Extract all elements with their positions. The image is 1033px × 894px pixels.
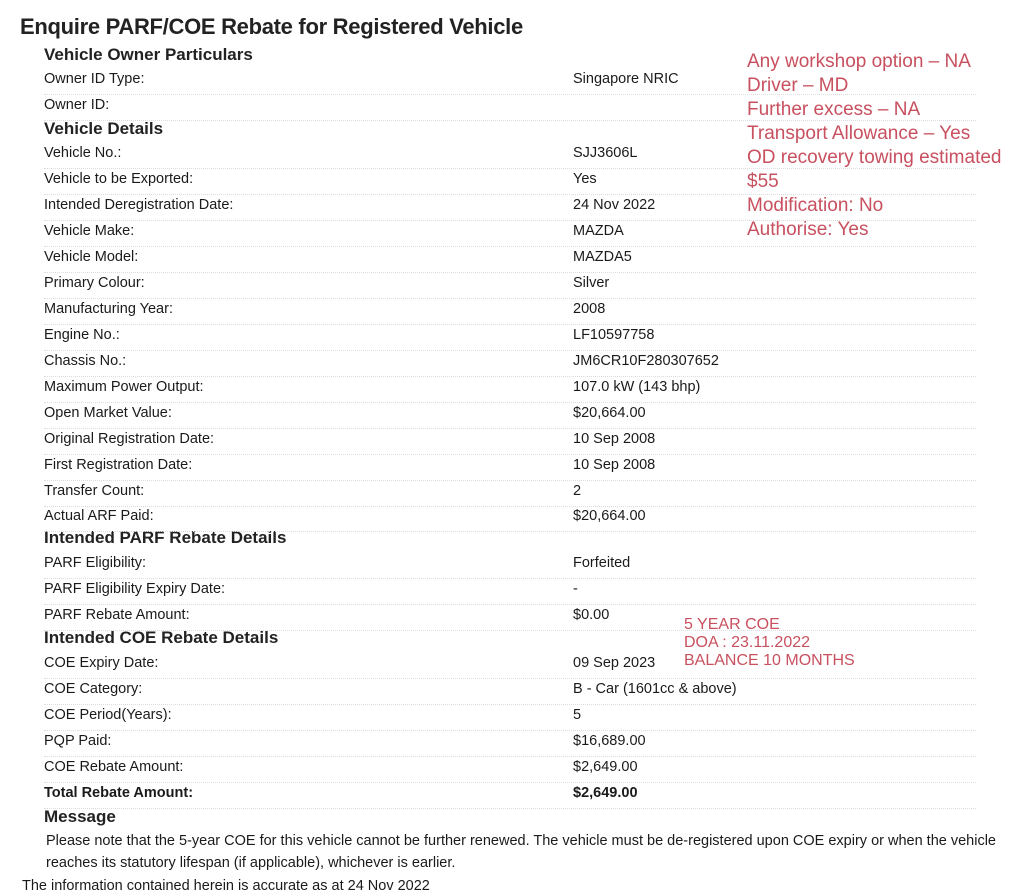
- row-label: Owner ID:: [44, 97, 110, 113]
- section-owner-header: Vehicle Owner Particulars: [44, 45, 253, 64]
- vehicle-row: [44, 298, 976, 325]
- vehicle-row: [44, 428, 976, 455]
- annotation-line: Driver – MD: [747, 75, 849, 96]
- row-value: $16,689.00: [573, 733, 646, 749]
- row-label: PARF Eligibility:: [44, 555, 147, 571]
- row-label: COE Category:: [44, 681, 143, 697]
- row-value: MAZDA5: [573, 249, 632, 265]
- row-label: Vehicle to be Exported:: [44, 171, 194, 187]
- row-label: Maximum Power Output:: [44, 379, 204, 395]
- row-value: Yes: [573, 171, 597, 187]
- coe-row: [44, 756, 976, 783]
- row-value: $2,649.00: [573, 759, 638, 775]
- row-value: MAZDA: [573, 223, 624, 239]
- parf-row: [44, 552, 976, 579]
- vehicle-row: [44, 454, 976, 481]
- row-value: LF10597758: [573, 327, 655, 343]
- row-label: PARF Eligibility Expiry Date:: [44, 581, 226, 597]
- coe-annotation: [684, 616, 855, 670]
- coe-row: [44, 704, 976, 731]
- vehicle-row: [44, 480, 976, 507]
- total-value: $2,649.00: [573, 785, 638, 801]
- vehicle-row: [44, 246, 976, 273]
- footer-note: The information contained herein is accurate as at 24 Nov 2022: [22, 878, 430, 894]
- row-label: PARF Rebate Amount:: [44, 607, 190, 623]
- vehicle-row: [44, 324, 976, 351]
- total-rebate-row: [44, 782, 976, 809]
- row-value: 24 Nov 2022: [573, 197, 656, 213]
- vehicle-row: [44, 272, 976, 299]
- section-parf-header: Intended PARF Rebate Details: [44, 528, 287, 547]
- row-value: SJJ3606L: [573, 145, 638, 161]
- row-value: Forfeited: [573, 555, 631, 571]
- vehicle-row: [44, 505, 976, 532]
- row-label: Vehicle No.:: [44, 145, 122, 161]
- row-label: Open Market Value:: [44, 405, 172, 421]
- row-value: -: [573, 581, 578, 597]
- row-value: Silver: [573, 275, 610, 291]
- message-text: Please note that the 5-year COE for this vehicle cannot be further renewed. The vehicle must be de-registered upon COE expiry or when the vehicle reaches its statutory lifespan (if applicable), whichever is earlier.: [46, 833, 996, 871]
- row-label: COE Period(Years):: [44, 707, 172, 723]
- row-label: Original Registration Date:: [44, 431, 215, 447]
- row-value: 2008: [573, 301, 606, 317]
- coe-row: [44, 678, 976, 705]
- row-value: B - Car (1601cc & above): [573, 681, 737, 697]
- row-label: Primary Colour:: [44, 275, 145, 291]
- row-label: Intended Deregistration Date:: [44, 197, 234, 213]
- page-title: Enquire PARF/COE Rebate for Registered Vehicle: [20, 14, 523, 39]
- row-value: Singapore NRIC: [573, 71, 679, 87]
- row-value: 09 Sep 2023: [573, 655, 656, 671]
- row-label: COE Rebate Amount:: [44, 759, 184, 775]
- row-value: $20,664.00: [573, 405, 646, 421]
- row-label: Vehicle Model:: [44, 249, 139, 265]
- coe-row: [44, 730, 976, 757]
- annotation-line: 5 YEAR COE: [684, 616, 780, 633]
- row-label: Transfer Count:: [44, 483, 145, 499]
- annotation-line: $55: [747, 171, 779, 192]
- annotation-line: DOA : 23.11.2022: [684, 634, 811, 651]
- row-label: Actual ARF Paid:: [44, 508, 154, 524]
- annotation-notes: [747, 50, 1002, 242]
- row-value: 10 Sep 2008: [573, 431, 656, 447]
- row-label: Owner ID Type:: [44, 71, 145, 87]
- annotation-line: Authorise: Yes: [747, 219, 869, 240]
- row-value: 5: [573, 707, 582, 723]
- row-value: 2: [573, 483, 582, 499]
- row-value: 10 Sep 2008: [573, 457, 656, 473]
- vehicle-row: [44, 402, 976, 429]
- row-label: Manufacturing Year:: [44, 301, 173, 317]
- annotation-line: OD recovery towing estimated: [747, 147, 1002, 168]
- annotation-line: Modification: No: [747, 195, 884, 216]
- parf-row: [44, 578, 976, 605]
- row-label: PQP Paid:: [44, 733, 112, 749]
- row-label: Engine No.:: [44, 327, 120, 343]
- row-value: $0.00: [573, 607, 610, 623]
- annotation-line: Further excess – NA: [747, 99, 921, 120]
- annotation-line: BALANCE 10 MONTHS: [684, 652, 855, 669]
- row-label: Chassis No.:: [44, 353, 127, 369]
- row-value: JM6CR10F280307652: [573, 353, 719, 369]
- section-coe-header: Intended COE Rebate Details: [44, 628, 279, 647]
- annotation-line: Any workshop option – NA: [747, 51, 971, 72]
- row-label: COE Expiry Date:: [44, 655, 159, 671]
- annotation-line: Transport Allowance – Yes: [747, 123, 971, 144]
- section-message-header: Message: [44, 807, 116, 826]
- row-label: Vehicle Make:: [44, 223, 135, 239]
- row-value: 107.0 kW (143 bhp): [573, 379, 701, 395]
- row-label: First Registration Date:: [44, 457, 193, 473]
- row-value: $20,664.00: [573, 508, 646, 524]
- vehicle-row: [44, 350, 976, 377]
- section-vehicle-header: Vehicle Details: [44, 119, 164, 138]
- vehicle-row: [44, 376, 976, 403]
- total-label: Total Rebate Amount:: [44, 785, 194, 801]
